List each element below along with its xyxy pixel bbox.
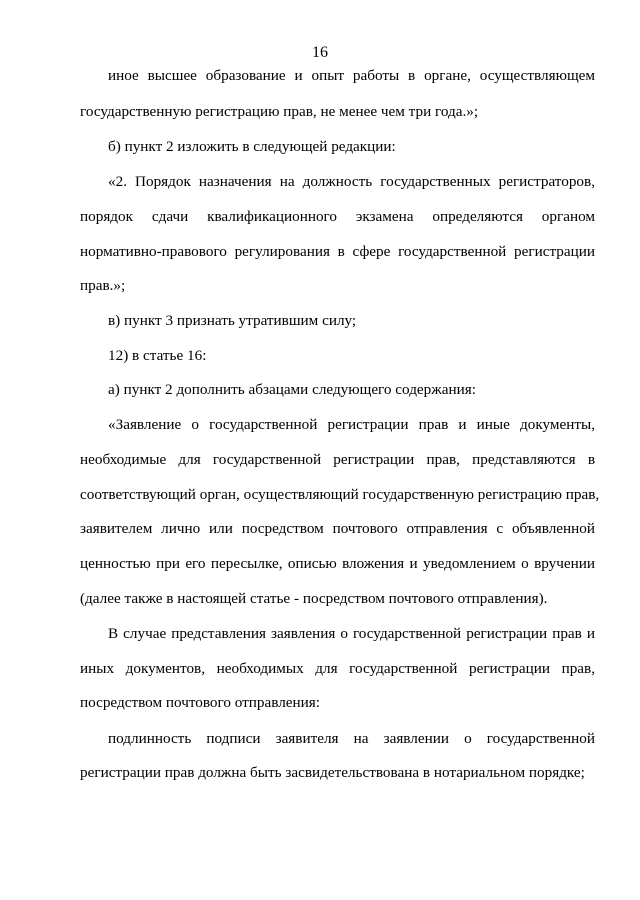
text-line: соответствующий орган, осуществляющий государственную регистрацию прав, <box>80 486 600 503</box>
text-line: В случае представления заявления о государственной регистрации прав и <box>108 625 595 642</box>
text-line: порядок сдачи квалификационного экзамена определяются органом <box>80 208 595 225</box>
page-number: 16 <box>312 44 328 61</box>
text-line: посредством почтового отправления: <box>80 694 321 711</box>
text-line: «2. Порядок назначения на должность государственных регистраторов, <box>108 173 595 190</box>
text-line: заявителем лично или посредством почтового отправления с объявленной <box>80 520 595 537</box>
text-line: иное высшее образование и опыт работы в органе, осуществляющем <box>108 67 595 84</box>
text-line: 12) в статье 16: <box>108 347 207 364</box>
text-line: ценностью при его пересылке, описью вложения и уведомлением о вручении <box>80 555 595 572</box>
text-line: б) пункт 2 изложить в следующей редакции: <box>108 138 396 155</box>
text-line: регистрации прав должна быть засвидетельствована в нотариальном порядке; <box>80 764 585 781</box>
text-line: подлинность подписи заявителя на заявлении о государственной <box>108 730 595 747</box>
text-line: «Заявление о государственной регистрации прав и иные документы, <box>108 416 595 433</box>
text-line: государственную регистрацию прав, не менее чем три года.»; <box>80 103 479 120</box>
text-line: в) пункт 3 признать утратившим силу; <box>108 312 357 329</box>
text-line: а) пункт 2 дополнить абзацами следующего содержания: <box>108 381 476 398</box>
text-line: нормативно-правового регулирования в сфере государственной регистрации <box>80 243 595 260</box>
text-line: (далее также в настоящей статье - посредством почтового отправления). <box>80 590 548 607</box>
text-line: иных документов, необходимых для государственной регистрации прав, <box>80 660 595 677</box>
text-line: прав.»; <box>80 277 126 294</box>
text-line: необходимые для государственной регистрации прав, представляются в <box>80 451 595 468</box>
